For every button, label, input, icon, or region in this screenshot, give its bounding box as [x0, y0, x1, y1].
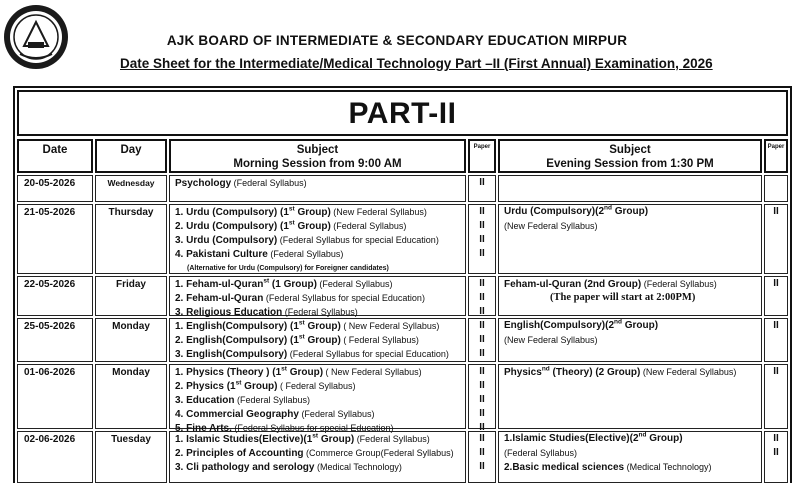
col-evening: [498, 139, 762, 173]
paper-code: II: [479, 348, 485, 359]
syllabus-note: (Federal Syllabus): [231, 178, 307, 188]
subject-note-line: [504, 333, 658, 347]
row-day: Monday: [112, 367, 150, 378]
superscript: st: [288, 219, 295, 227]
subject-line: [175, 219, 439, 233]
superscript: st: [281, 365, 287, 373]
subject-name: Feham-ul-Quran: [186, 279, 264, 290]
subject-line: [175, 205, 439, 219]
subject-line: [175, 446, 454, 460]
paper-code: II: [479, 422, 485, 433]
subject-line: [175, 319, 449, 333]
superscript: nd: [614, 318, 622, 326]
syllabus-note: (Federal Syllabus): [316, 279, 393, 289]
superscript: nd: [638, 431, 647, 439]
item-number: 1.: [175, 367, 187, 378]
row-date: 22-05-2026: [24, 279, 76, 290]
paper-code: II: [479, 394, 485, 405]
subject-line: [504, 460, 711, 474]
subject-group: (2nd Group): [581, 279, 642, 290]
paper-code: II: [773, 447, 779, 458]
subject-line: [175, 460, 454, 474]
paper-code: II: [479, 334, 485, 345]
subject-line: [175, 379, 422, 393]
item-number: 2.: [175, 221, 187, 232]
subject-name: Physics: [504, 367, 542, 378]
paper-code: II: [479, 248, 485, 259]
part-heading: [17, 90, 788, 136]
subject-line: [504, 365, 736, 379]
subject-name: Islamic Studies(Elective)(1: [186, 434, 313, 445]
subject-name: Urdu (Compulsory) (1: [186, 207, 289, 218]
evening-subjects: [504, 432, 711, 474]
subject-line: [175, 365, 422, 379]
subject-name: 1.Islamic Studies(Elective)(2: [504, 433, 639, 444]
part-label: PART-II: [348, 97, 457, 130]
paper-code: II: [773, 278, 779, 289]
row-day: Friday: [115, 279, 146, 290]
row-date: 21-05-2026: [24, 207, 76, 218]
item-number: 4.: [175, 409, 187, 420]
syllabus-note: (New Federal Syllabus): [504, 335, 598, 345]
paper-code: II: [773, 366, 779, 377]
col-evening-sub: Evening Session from 1:30 PM: [546, 158, 714, 170]
item-number: 5.: [175, 423, 187, 434]
subject-name: Feham-ul-Quran: [504, 279, 582, 290]
item-number: 1.: [175, 434, 187, 445]
item-number: 3.: [175, 395, 187, 406]
subject-name: Pakistani Culture: [186, 249, 268, 260]
paper-code: II: [479, 206, 485, 217]
col-day: [95, 139, 167, 173]
col-paper-m-label: Paper: [473, 144, 491, 150]
row-day: Wednesday: [107, 178, 155, 188]
subject-line: [175, 291, 425, 305]
timing-text: (The paper will start at 2:00PM): [550, 292, 696, 303]
item-number: 3.: [175, 349, 187, 360]
superscript: st: [288, 205, 295, 213]
syllabus-note: (New Federal Syllabus): [330, 207, 427, 217]
subject-group: Group): [280, 279, 317, 290]
paper-code: II: [479, 433, 485, 444]
syllabus-note: (New Federal Syllabus): [640, 367, 737, 377]
subject-name: English(Compulsory) (1: [186, 335, 299, 346]
paper-evening: [764, 319, 788, 333]
subject-name: Urdu (Compulsory): [186, 235, 278, 246]
paper-code: II: [773, 320, 779, 331]
syllabus-note: (Federal Syllabus): [234, 395, 310, 405]
subject-name: Urdu (Compulsory) (1: [186, 221, 289, 232]
col-date: [17, 139, 93, 173]
subject-group: Group): [621, 320, 659, 331]
subject-remark: [175, 261, 439, 275]
subject-line: [504, 205, 648, 219]
paper-code: II: [479, 292, 485, 303]
paper-code: II: [479, 320, 485, 331]
evening-subjects: [504, 205, 648, 233]
subject-line: [175, 393, 422, 407]
syllabus-note: (Medical Technology): [314, 462, 402, 472]
morning-subjects: [175, 205, 439, 275]
item-number: 2.: [175, 381, 187, 392]
subject-line: [504, 319, 658, 333]
item-number: 4.: [175, 249, 187, 260]
subject-line: [175, 432, 454, 446]
paper-morning: [468, 432, 496, 474]
syllabus-note: (Federal Syllabus): [504, 448, 578, 458]
item-number: 2.: [175, 448, 187, 459]
paper-morning: [468, 365, 496, 435]
subject-line: [175, 176, 307, 190]
syllabus-note: ( New Federal Syllabus): [340, 321, 440, 331]
item-number: 3.: [175, 462, 187, 473]
col-morning-sub: Morning Session from 9:00 AM: [233, 158, 402, 170]
row-date: 02-06-2026: [24, 434, 76, 445]
subject-line: [504, 277, 717, 291]
superscript: st: [235, 379, 242, 387]
syllabus-note: (Federal Syllabus): [330, 221, 407, 231]
morning-subjects: [175, 277, 425, 319]
subject-name: Fine Arts.: [186, 423, 232, 434]
syllabus-note: (Federal Syllabus for special Education): [287, 349, 449, 359]
subject-name: Religious Education: [186, 307, 283, 318]
evening-subjects: [504, 319, 658, 347]
morning-subjects: [175, 432, 454, 474]
subject-line: [175, 333, 449, 347]
paper-code: II: [479, 380, 485, 391]
subject-line: [504, 432, 711, 446]
subject-name: English(Compulsory)(2: [504, 320, 615, 331]
row-day: Tuesday: [111, 434, 151, 445]
col-paper-e: [764, 139, 788, 173]
board-name: AJK BOARD OF INTERMEDIATE & SECONDARY EDUCATION MIRPUR: [166, 33, 628, 48]
superscript: st: [298, 319, 305, 327]
paper-morning: [468, 277, 496, 319]
paper-evening: [764, 432, 788, 460]
subject-line: [175, 277, 425, 291]
syllabus-note: ( Federal Syllabus): [340, 335, 419, 345]
table-cell: [764, 175, 788, 202]
paper-code: II: [479, 177, 485, 188]
subject-group: Group): [304, 321, 341, 332]
paper-code: II: [479, 306, 485, 317]
subject-line: [175, 347, 449, 361]
subject-name: Urdu (Compulsory)(2: [504, 206, 604, 217]
syllabus-note: (Commerce Group(Federal Syllabus): [303, 448, 454, 458]
subject-note-line: [504, 219, 648, 233]
syllabus-note: (Federal Syllabus): [354, 434, 430, 444]
paper-morning: [468, 205, 496, 261]
paper-code: II: [773, 433, 779, 444]
date-sheet-title: Date Sheet for the Intermediate/Medical Technology Part –II (First Annual) Examination, 2026: [120, 56, 713, 71]
paper-code: II: [479, 220, 485, 231]
syllabus-note: (Federal Syllabus): [267, 249, 344, 259]
subject-name: Physics (Theory ) (1: [186, 367, 282, 378]
subject-name: Psychology: [175, 178, 232, 189]
col-paper-m: [468, 139, 496, 173]
paper-evening: [764, 365, 788, 379]
subject-line: [175, 233, 439, 247]
paper-morning: [468, 176, 496, 190]
subject-line: [175, 247, 439, 261]
row-date: 25-05-2026: [24, 321, 76, 332]
subject-name: Physics (1: [186, 381, 236, 392]
subject-group: Group): [318, 434, 355, 445]
subject-name: English(Compulsory) (1: [186, 321, 299, 332]
syllabus-note: (Federal Syllabus): [298, 409, 375, 419]
subject-group: Group): [294, 207, 331, 218]
morning-subjects: [175, 176, 307, 190]
paper-code: II: [479, 447, 485, 458]
item-number: 1.: [175, 207, 187, 218]
col-evening-title: Subject: [609, 144, 651, 156]
col-day-label: Day: [120, 144, 142, 156]
subject-group: (Theory): [549, 367, 593, 378]
paper-evening: [764, 205, 788, 219]
syllabus-note: (Federal Syllabus for special Education): [231, 423, 394, 433]
superscript: st: [312, 432, 319, 440]
item-number: 2.: [175, 335, 187, 346]
col-morning-title: Subject: [296, 144, 339, 156]
superscript: st: [263, 277, 270, 285]
paper-code: II: [479, 234, 485, 245]
paper-code: II: [479, 461, 485, 472]
subject-group: Group): [304, 335, 341, 346]
col-paper-e-label: Paper: [767, 144, 785, 150]
row-day: Thursday: [108, 207, 154, 218]
syllabus-note: (New Federal Syllabus): [504, 221, 598, 231]
syllabus-note: (Medical Technology): [624, 462, 712, 472]
subject-name: English(Compulsory): [186, 349, 288, 360]
evening-subjects: [504, 365, 736, 379]
syllabus-note: (Federal Syllabus): [641, 279, 717, 289]
subject-line: [175, 305, 425, 319]
syllabus-note: (Federal Syllabus for special Education): [263, 293, 425, 303]
paper-code: II: [479, 366, 485, 377]
subject-name: 2.Basic medical sciences: [504, 462, 625, 473]
row-date: 01-06-2026: [24, 367, 76, 378]
row-date: 20-05-2026: [24, 178, 76, 189]
subject-name: Feham-ul-Quran: [186, 293, 264, 304]
syllabus-note: ( New Federal Syllabus): [323, 367, 422, 377]
superscript: st: [298, 333, 305, 341]
col-date-label: Date: [42, 144, 68, 156]
item-number: 1.: [175, 279, 187, 290]
item-number: 3.: [175, 307, 187, 318]
subject-group: Group): [611, 206, 649, 217]
subject-note-line: [504, 446, 711, 460]
paper-code: II: [773, 206, 779, 217]
subject-name: Cli pathology and serology: [186, 462, 315, 473]
item-number: 3.: [175, 235, 187, 246]
evening-subjects: [504, 277, 717, 305]
paper-code: II: [479, 408, 485, 419]
syllabus-note: (Federal Syllabus for special Education): [277, 235, 439, 245]
subject-group: (1: [269, 279, 281, 290]
subject-name: Principles of Accounting: [186, 448, 304, 459]
superscript: nd: [604, 204, 612, 212]
remark-text: (Alternative for Urdu (Compulsory) for Foreigner candidates): [187, 265, 389, 272]
superscript: nd: [541, 365, 550, 373]
timing-note: [504, 291, 717, 305]
table-cell: [498, 175, 762, 202]
syllabus-note: ( Federal Syllabus): [277, 381, 356, 391]
subject-group: Group): [286, 367, 324, 378]
subject-line: [175, 407, 422, 421]
paper-morning: [468, 319, 496, 361]
subject-group: (2: [592, 367, 605, 378]
subject-group: Group): [604, 367, 641, 378]
paper-evening: [764, 277, 788, 291]
subject-group: Group): [294, 221, 331, 232]
syllabus-note: (Federal Syllabus): [282, 307, 358, 317]
item-number: 2.: [175, 293, 187, 304]
col-morning: [169, 139, 466, 173]
item-number: 1.: [175, 321, 187, 332]
subject-name: Commercial Geography: [186, 409, 299, 420]
row-day: Monday: [112, 321, 150, 332]
subject-group: Group): [241, 381, 278, 392]
subject-group: Group): [646, 433, 683, 444]
morning-subjects: [175, 365, 422, 435]
subject-name: Education: [186, 395, 235, 406]
morning-subjects: [175, 319, 449, 361]
paper-code: II: [479, 278, 485, 289]
